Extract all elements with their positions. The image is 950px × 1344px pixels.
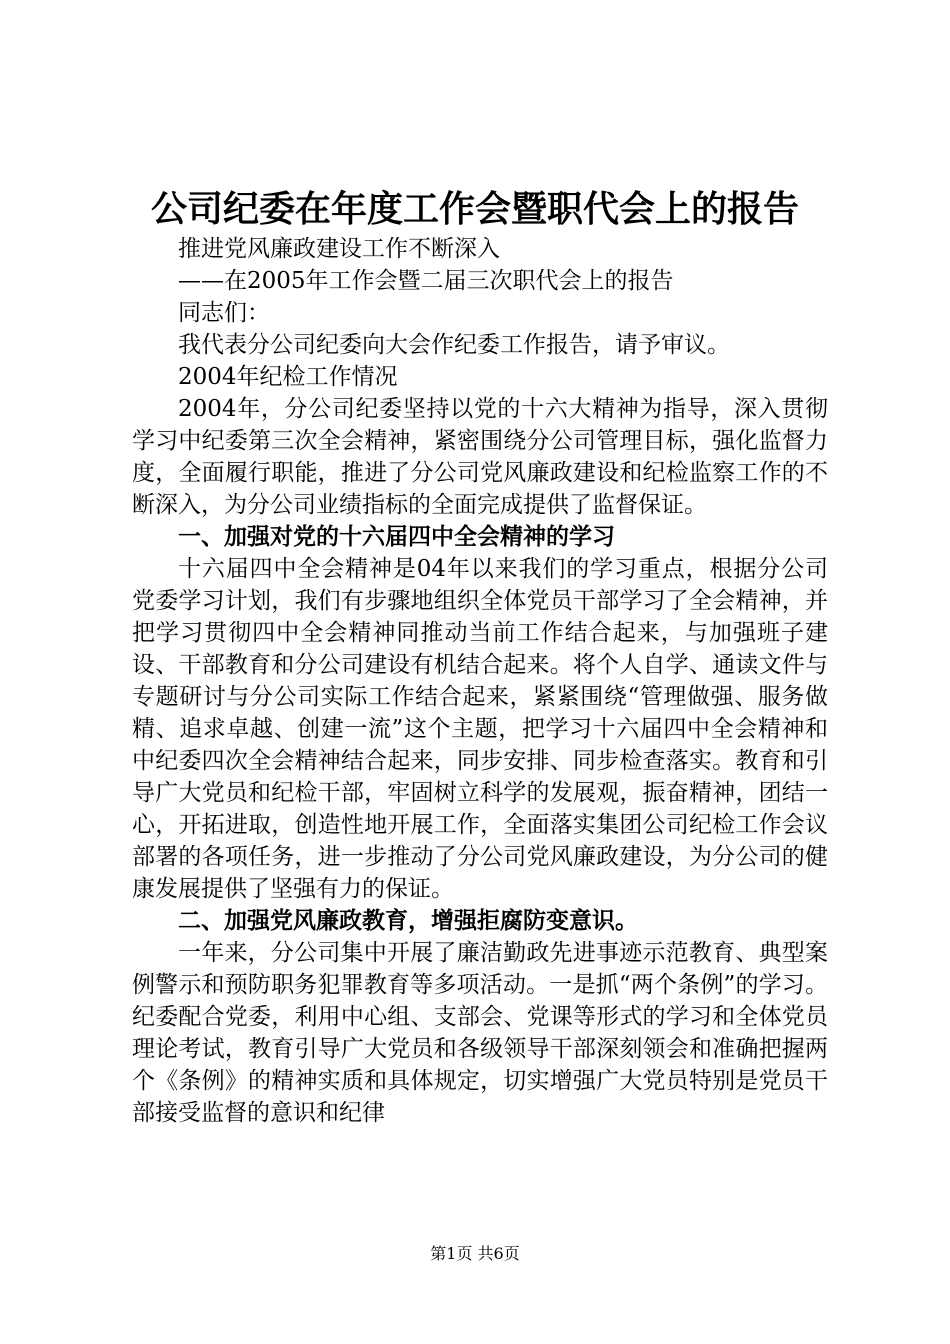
- paragraph: 2004年，分公司纪委坚持以党的十六大精神为指导，深入贯彻学习中纪委第三次全会精神，紧密围绕分公司管理目标，强化监督力度，全面履行职能，推进了分公司党风廉政建设和纪检监察工作的不断深入，为分公司业绩指标的全面完成提供了监督保证。: [132, 396, 828, 518]
- paragraph: 推进党风廉政建设工作不断深入: [178, 236, 500, 262]
- paragraph: 一年来，分公司集中开展了廉洁勤政先进事迹示范教育、典型案例警示和预防职务犯罪教育等多项活动。一是抓“两个条例”的学习。纪委配合党委，利用中心组、支部会、党课等形式的学习和全体党员理论考试，教育引导广大党员和各级领导干部深刻领会和准确把握两个《条例》的精神实质和具体规定，切实增强广大党员特别是党员干部接受监督的意识和纪律: [132, 940, 828, 1126]
- paragraph: 十六届四中全会精神是04年以来我们的学习重点，根据分公司党委学习计划，我们有步骤地组织全体党员干部学习了全会精神，并把学习贯彻四中全会精神同推动当前工作结合起来，与加强班子建设、干部教育和分公司建设有机结合起来。将个人自学、通读文件与专题研讨与分公司实际工作结合起来，紧紧围绕“管理做强、服务做精、追求卓越、创建一流”这个主题，把学习十六届四中全会精神和中纪委四次全会精神结合起来，同步安排、同步检查落实。教育和引导广大党员和纪检干部，牢固树立科学的发展观，振奋精神，团结一心，开拓进取，创造性地开展工作，全面落实集团公司纪检工作会议部署的各项任务，进一步推动了分公司党风廉政建设，为分公司的健康发展提供了坚强有力的保证。: [132, 556, 828, 902]
- paragraph: ——在2005年工作会暨二届三次职代会上的报告: [178, 268, 674, 294]
- paragraph: 同志们：: [178, 300, 270, 326]
- page-footer: 第1页 共6页: [430, 1244, 520, 1263]
- document-body: [132, 233, 828, 1129]
- paragraph: 2004年纪检工作情况: [178, 364, 398, 390]
- paragraph: 我代表分公司纪委向大会作纪委工作报告，请予审议。: [178, 332, 730, 358]
- section-heading: 二、加强党风廉政教育，增强拒腐防变意识。: [178, 907, 638, 934]
- section-heading: 一、加强对党的十六届四中全会精神的学习: [178, 523, 615, 550]
- document-title: 公司纪委在年度工作会暨职代会上的报告: [150, 188, 799, 230]
